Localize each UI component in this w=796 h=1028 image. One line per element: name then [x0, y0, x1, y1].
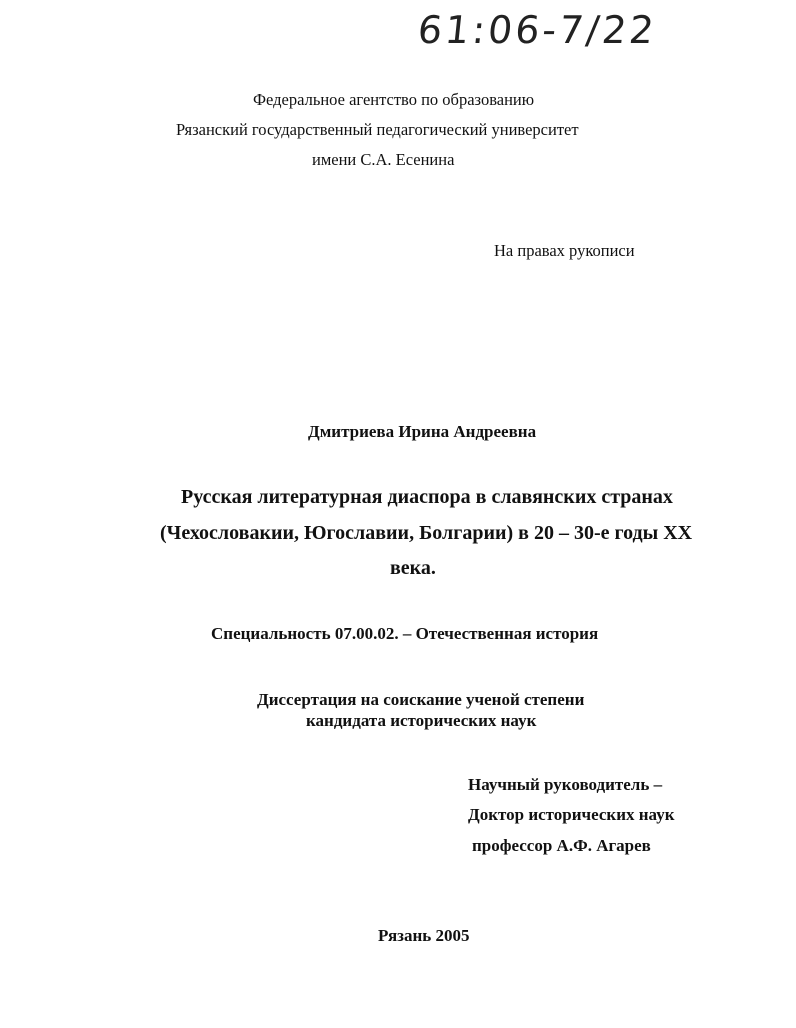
- institution-line-1: Федеральное агентство по образованию: [253, 90, 535, 109]
- supervisor-line-3: профессор А.Ф. Агарев: [472, 836, 651, 855]
- title-line-2: (Чехословакии, Югославии, Болгарии) в 20 – 30-е годы XX: [160, 522, 693, 544]
- degree-line-2: кандидата исторических наук: [306, 711, 537, 730]
- city-year: Рязань 2005: [378, 926, 470, 945]
- specialty: Специальность 07.00.02. – Отечественная история: [211, 624, 599, 643]
- degree-line-1: Диссертация на соискание ученой степени: [257, 690, 585, 709]
- title-line-3: века.: [390, 557, 436, 579]
- institution-line-2: Рязанский государственный педагогический университет: [176, 120, 579, 139]
- supervisor-line-2: Доктор исторических наук: [468, 805, 675, 824]
- supervisor-line-1: Научный руководитель –: [468, 775, 663, 794]
- institution-line-3: имени С.А. Есенина: [312, 150, 455, 169]
- handwritten-archive-mark: 61:06-7/22: [415, 8, 659, 52]
- manuscript-note: На правах рукописи: [494, 241, 635, 260]
- author-name: Дмитриева Ирина Андреевна: [308, 422, 537, 441]
- title-line-1: Русская литературная диаспора в славянских странах: [181, 486, 673, 508]
